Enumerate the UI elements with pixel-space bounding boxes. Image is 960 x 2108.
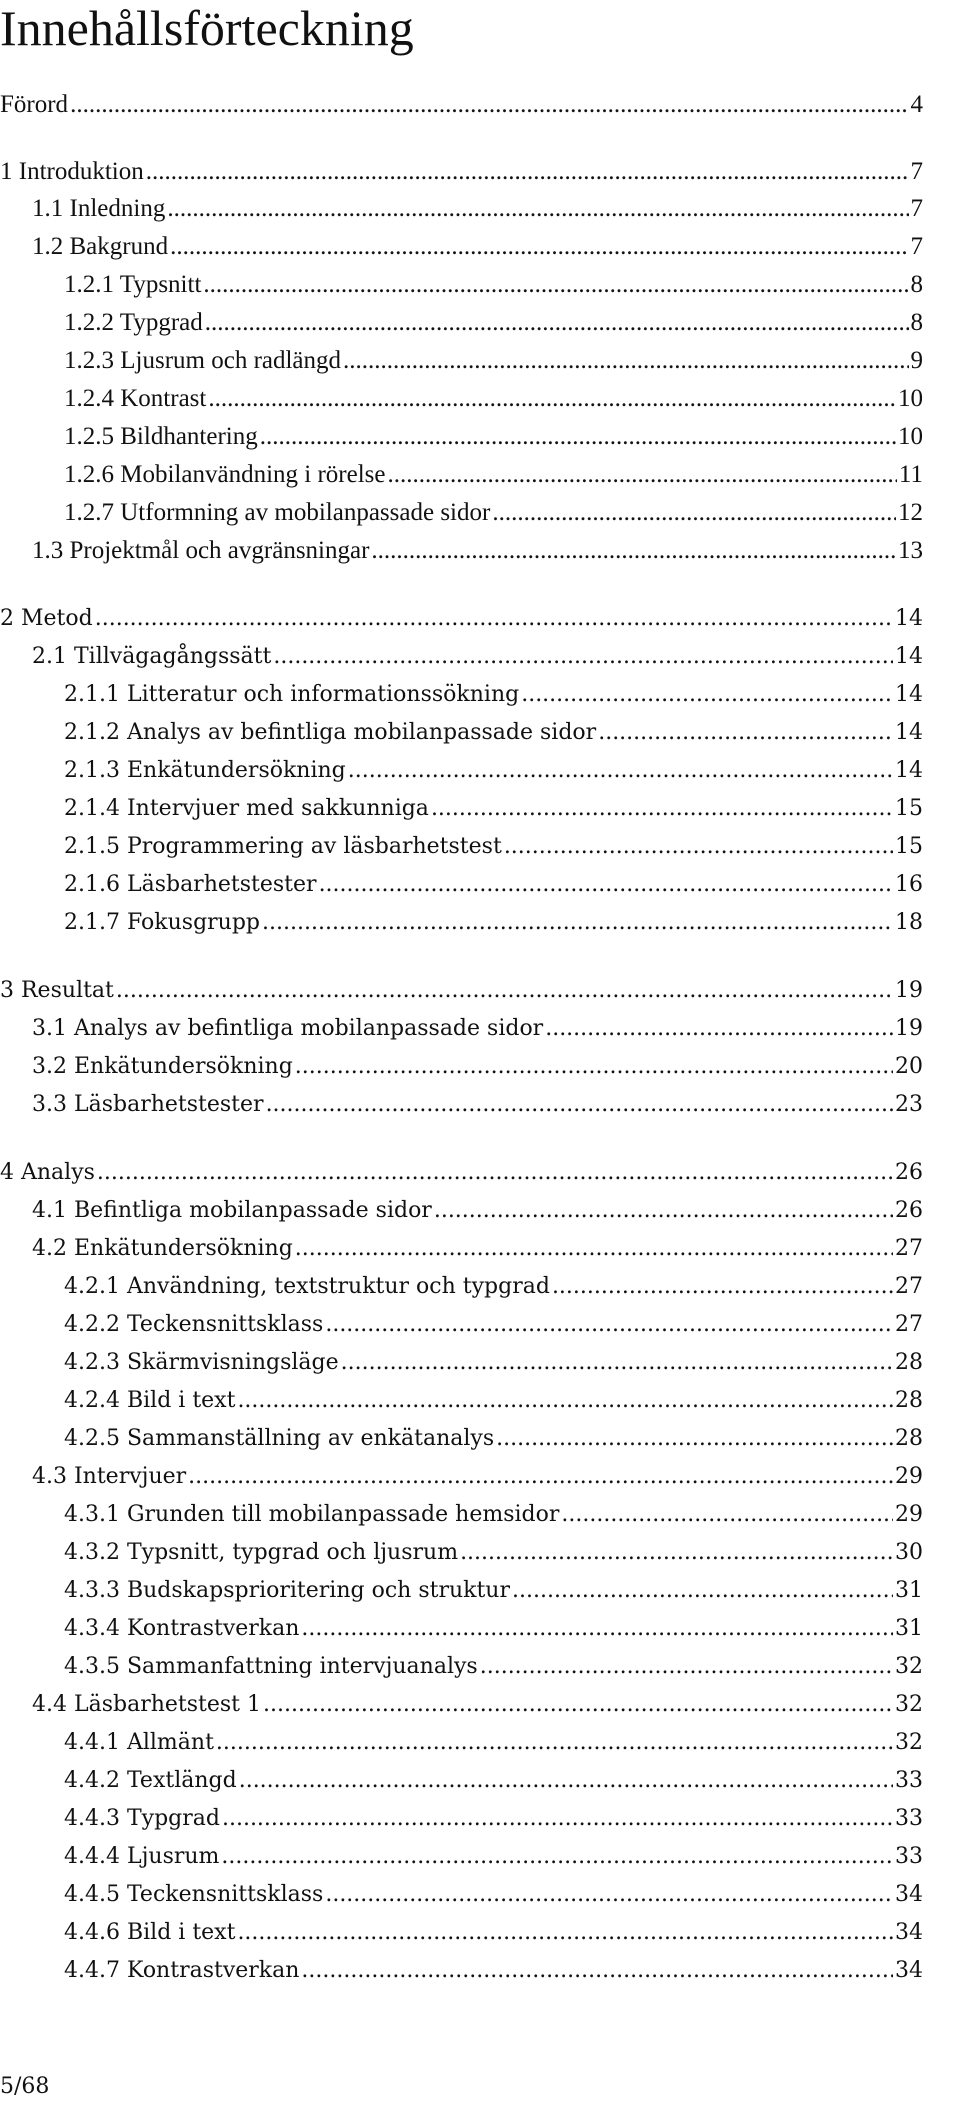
dot-leader: [512, 1574, 893, 1608]
toc-entry[interactable]: [64, 1612, 923, 1646]
toc-entry-label: 4.1 Befintliga mobilanpassade sidor: [32, 1198, 432, 1223]
toc-entry-page: 30: [895, 1540, 923, 1565]
toc-entry-label: 1.2.3 Ljusrum och radlängd: [64, 347, 342, 374]
toc-entry-page: 14: [895, 606, 923, 631]
toc-entry-page: 33: [895, 1768, 923, 1793]
toc-entry[interactable]: [64, 678, 923, 712]
toc-entry-page: 33: [895, 1806, 923, 1831]
toc-entry-label: 4.4.3 Typgrad: [64, 1806, 220, 1831]
toc-entry-label: 3.2 Enkätundersökning: [32, 1054, 293, 1079]
toc-entry[interactable]: [64, 1726, 923, 1760]
toc-entry[interactable]: [64, 1916, 923, 1950]
toc-entry-label: 4.2.3 Skärmvisningsläge: [64, 1350, 339, 1375]
toc-entry[interactable]: [64, 1840, 923, 1874]
toc-entry[interactable]: [64, 306, 923, 340]
toc-entry-label: 3.3 Läsbarhetstester: [32, 1092, 264, 1117]
toc-entry-label: 4.4.5 Teckensnittsklass: [64, 1882, 324, 1907]
toc-entry[interactable]: [64, 1878, 923, 1912]
dot-leader: [97, 1156, 893, 1190]
toc-entry-page: 27: [895, 1274, 923, 1299]
toc-entry-label: 1 Introduktion: [0, 158, 144, 185]
toc-entry[interactable]: [64, 344, 923, 378]
toc-entry[interactable]: [64, 268, 923, 302]
toc-entry-page: 32: [895, 1692, 923, 1717]
toc-entry[interactable]: [32, 1194, 923, 1228]
toc-entry-label: 1.1 Inledning: [32, 195, 166, 222]
dot-leader: [496, 1422, 893, 1456]
toc-entry-page: 14: [895, 720, 923, 745]
toc-entry-page: 26: [895, 1160, 923, 1185]
toc-entry-page: 23: [895, 1092, 923, 1117]
toc-entry-label: 2.1.6 Läsbarhetstester: [64, 872, 317, 897]
toc-entry-page: 12: [898, 499, 923, 526]
toc-entry-label: 4.4.2 Textlängd: [64, 1768, 237, 1793]
toc-entry-page: 27: [895, 1236, 923, 1261]
dot-leader: [545, 1012, 893, 1046]
toc-entry[interactable]: [64, 1574, 923, 1608]
toc-entry-page: 31: [895, 1616, 923, 1641]
toc-entry-label: 2.1.3 Enkätundersökning: [64, 758, 346, 783]
toc-entry-page: 15: [895, 834, 923, 859]
toc-entry[interactable]: [0, 974, 923, 1008]
dot-leader: [387, 458, 896, 492]
toc-entry-page: 10: [898, 423, 923, 450]
dot-leader: [221, 1840, 893, 1874]
toc-entry[interactable]: [64, 1384, 923, 1418]
toc-entry[interactable]: [64, 458, 923, 492]
toc-entry[interactable]: [64, 1308, 923, 1342]
toc-entry-label: 2.1 Tillvägagångssätt: [32, 644, 272, 669]
dot-leader: [266, 1088, 893, 1122]
toc-entry[interactable]: [64, 1498, 923, 1532]
dot-leader: [552, 1270, 893, 1304]
toc-entry-page: 28: [895, 1426, 923, 1451]
toc-entry[interactable]: [64, 1802, 923, 1836]
dot-leader: [263, 1688, 893, 1722]
dot-leader: [203, 268, 908, 302]
toc-entry[interactable]: [64, 1346, 923, 1380]
toc-entry-label: 2 Metod: [0, 606, 93, 631]
toc-entry-label: 4.3.2 Typsnitt, typgrad och ljusrum: [64, 1540, 459, 1565]
dot-leader: [521, 678, 893, 712]
dot-leader: [301, 1612, 893, 1646]
toc-entry-label: 1.2.2 Typgrad: [64, 309, 203, 336]
toc-entry[interactable]: [32, 1232, 923, 1266]
dot-leader: [348, 754, 893, 788]
dot-leader: [170, 230, 908, 264]
dot-leader: [146, 155, 909, 189]
toc-entry-page: 7: [910, 195, 923, 222]
toc-entry-page: 14: [895, 644, 923, 669]
toc-entry-label: 4.3 Intervjuer: [32, 1464, 187, 1489]
dot-leader: [371, 534, 896, 568]
toc-entry-page: 34: [895, 1920, 923, 1945]
dot-leader: [188, 1460, 893, 1494]
toc-entry-label: 4.3.4 Kontrastverkan: [64, 1616, 300, 1641]
dot-leader: [260, 420, 896, 454]
toc-entry-page: 9: [910, 347, 923, 374]
toc-entry-label: 4.2.5 Sammanställning av enkätanalys: [64, 1426, 495, 1451]
dot-leader: [222, 1802, 893, 1836]
toc-entry[interactable]: [32, 230, 923, 264]
toc-entry[interactable]: [32, 1688, 923, 1722]
dot-leader: [343, 344, 908, 378]
dot-leader: [216, 1726, 893, 1760]
toc-entry[interactable]: [64, 868, 923, 902]
toc-entry-page: 18: [895, 910, 923, 935]
toc-entry-page: 29: [895, 1502, 923, 1527]
toc-entry[interactable]: [64, 716, 923, 750]
toc-entry-label: 4.2.4 Bild i text: [64, 1388, 236, 1413]
toc-entry-page: 28: [895, 1388, 923, 1413]
toc-entry-label: 1.2.5 Bildhantering: [64, 423, 258, 450]
toc-entry-label: 1.3 Projektmål och avgränsningar: [32, 537, 370, 564]
dot-leader: [208, 382, 896, 416]
toc-entry-label: 2.1.5 Programmering av läsbarhetstest: [64, 834, 502, 859]
dot-leader: [237, 1916, 893, 1950]
toc-entry-page: 32: [895, 1654, 923, 1679]
toc-entry-page: 16: [895, 872, 923, 897]
toc-entry[interactable]: [0, 602, 923, 636]
toc-entry-page: 4: [910, 91, 923, 118]
toc-entry[interactable]: [32, 640, 923, 674]
toc-entry-page: 7: [910, 158, 923, 185]
toc-entry-page: 34: [895, 1958, 923, 1983]
dot-leader: [70, 88, 908, 122]
toc-entry-page: 34: [895, 1882, 923, 1907]
toc-entry[interactable]: [64, 496, 923, 530]
toc-entry-page: 7: [910, 233, 923, 260]
dot-leader: [262, 906, 893, 940]
toc-entry-label: 4.4.4 Ljusrum: [64, 1844, 220, 1869]
toc-entry[interactable]: [64, 906, 923, 940]
toc-entry-label: 1.2.4 Kontrast: [64, 385, 207, 412]
dot-leader: [325, 1878, 893, 1912]
toc-entry-label: 2.1.2 Analys av befintliga mobilanpassade sidor: [64, 720, 597, 745]
toc-entry-page: 10: [898, 385, 923, 412]
dot-leader: [237, 1384, 893, 1418]
dot-leader: [341, 1346, 893, 1380]
toc-entry-page: 32: [895, 1730, 923, 1755]
toc-entry[interactable]: [64, 1270, 923, 1304]
dot-leader: [480, 1650, 893, 1684]
toc-entry-page: 8: [910, 309, 923, 336]
dot-leader: [561, 1498, 893, 1532]
toc-entry-label: 4.3.1 Grunden till mobilanpassade hemsidor: [64, 1502, 560, 1527]
toc-entry[interactable]: [32, 1012, 923, 1046]
toc-entry-label: 4.2 Enkätundersökning: [32, 1236, 293, 1261]
dot-leader: [295, 1050, 893, 1084]
toc-entry-page: 27: [895, 1312, 923, 1337]
dot-leader: [460, 1536, 893, 1570]
toc-entry[interactable]: [0, 1156, 923, 1190]
toc-entry-label: Förord: [0, 91, 69, 118]
dot-leader: [598, 716, 893, 750]
dot-leader: [325, 1308, 893, 1342]
dot-leader: [273, 640, 893, 674]
toc-entry-label: 4.2.2 Teckensnittsklass: [64, 1312, 324, 1337]
dot-leader: [492, 496, 896, 530]
toc-entry[interactable]: [64, 1764, 923, 1798]
toc-entry-page: 14: [895, 758, 923, 783]
toc-entry-label: 4.3.5 Sammanfattning intervjuanalys: [64, 1654, 478, 1679]
toc-entry-page: 20: [895, 1054, 923, 1079]
toc-entry[interactable]: [32, 192, 923, 226]
toc-entry-label: 2.1.1 Litteratur och informationssökning: [64, 682, 520, 707]
toc-entry-label: 1.2.7 Utformning av mobilanpassade sidor: [64, 499, 491, 526]
dot-leader: [319, 868, 893, 902]
toc-entry-label: 2.1.7 Fokusgrupp: [64, 910, 261, 935]
toc-entry-label: 3.1 Analys av befintliga mobilanpassade sidor: [32, 1016, 544, 1041]
toc-entry[interactable]: [0, 155, 923, 189]
toc-entry-label: 4.3.3 Budskapsprioritering och struktur: [64, 1578, 510, 1603]
dot-leader: [295, 1232, 893, 1266]
dot-leader: [431, 792, 893, 826]
toc-entry[interactable]: [32, 1460, 923, 1494]
toc-entry-page: 31: [895, 1578, 923, 1603]
toc-entry-page: 19: [895, 1016, 923, 1041]
toc-entry-label: 4 Analys: [0, 1160, 95, 1185]
toc-entry[interactable]: [64, 420, 923, 454]
dot-leader: [116, 974, 893, 1008]
toc-entry[interactable]: [64, 1650, 923, 1684]
toc-entry-label: 4.4 Läsbarhetstest 1: [32, 1692, 262, 1717]
toc-entry[interactable]: [64, 1536, 923, 1570]
toc-entry-label: 3 Resultat: [0, 978, 114, 1003]
toc-entry-label: 4.2.1 Användning, textstruktur och typgrad: [64, 1274, 550, 1299]
toc-entry-page: 26: [895, 1198, 923, 1223]
toc-entry-label: 2.1.4 Intervjuer med sakkunniga: [64, 796, 429, 821]
dot-leader: [239, 1764, 893, 1798]
toc-entry-label: 4.4.7 Kontrastverkan: [64, 1958, 300, 1983]
dot-leader: [95, 602, 893, 636]
toc-entry[interactable]: [64, 382, 923, 416]
toc-entry[interactable]: [64, 1422, 923, 1456]
dot-leader: [205, 306, 909, 340]
toc-entry-page: 11: [898, 461, 923, 488]
toc-entry-page: 19: [895, 978, 923, 1003]
toc-entry-page: 15: [895, 796, 923, 821]
toc-entry-page: 28: [895, 1350, 923, 1375]
toc-entry[interactable]: [32, 1088, 923, 1122]
page-number: 5/68: [0, 2074, 50, 2099]
toc-entry-page: 8: [910, 271, 923, 298]
dot-leader: [167, 192, 908, 226]
toc-entry-label: 1.2 Bakgrund: [32, 233, 169, 260]
toc-entry-label: 4.4.6 Bild i text: [64, 1920, 236, 1945]
toc-entry-label: 4.4.1 Allmänt: [64, 1730, 214, 1755]
dot-leader: [434, 1194, 893, 1228]
toc-entry-page: 29: [895, 1464, 923, 1489]
toc-entry[interactable]: [64, 792, 923, 826]
page-title: Innehållsförteckning: [0, 0, 414, 56]
toc-entry-label: 1.2.1 Typsnitt: [64, 271, 202, 298]
toc-entry-page: 33: [895, 1844, 923, 1869]
toc-entry[interactable]: [64, 1954, 923, 1988]
dot-leader: [504, 830, 893, 864]
toc-entry-label: 1.2.6 Mobilanvändning i rörelse: [64, 461, 386, 488]
toc-entry[interactable]: [64, 754, 923, 788]
toc-entry[interactable]: [0, 88, 923, 122]
toc-entry[interactable]: [64, 830, 923, 864]
dot-leader: [301, 1954, 893, 1988]
toc-entry-page: 14: [895, 682, 923, 707]
toc-entry[interactable]: [32, 1050, 923, 1084]
toc-entry-page: 13: [898, 537, 923, 564]
toc-entry[interactable]: [32, 534, 923, 568]
